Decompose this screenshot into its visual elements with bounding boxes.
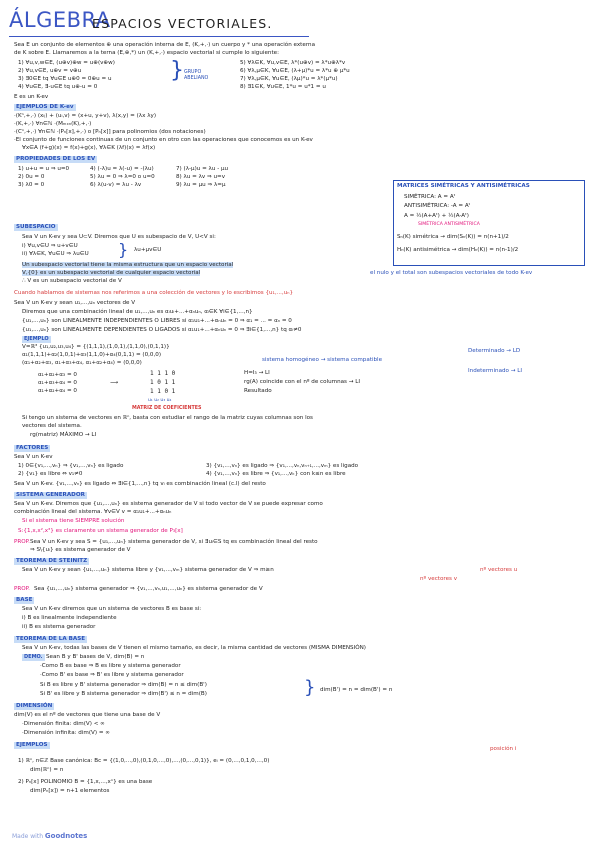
example-label: EJEMPLO xyxy=(24,336,49,342)
system-eq-3: α₁+α₂+α₄ = 0 xyxy=(38,388,77,394)
example-line-4: ·El conjunto de funciones continuas de un conjunto en otro con las operaciones que conocemos es un K-ev xyxy=(14,137,313,143)
prop-7: 7) (λ-μ)u = λu - μu xyxy=(176,166,229,172)
demo-conclusion: dim(B') = n = dim(B') = n xyxy=(320,687,393,693)
sym-line-1: SIMÉTRICA: A = Aᵗ xyxy=(404,194,456,200)
sym-line-3: A = ½(A+Aᵗ) + ½(A-Aᵗ) xyxy=(404,213,469,219)
example-line-2: ·(K,+,·) ∀n∈ℕ ·(Mₘₓₙ(K),+,·) xyxy=(14,121,92,127)
matrix-label: MATRIZ DE COEFICIENTES xyxy=(132,406,202,411)
base-line-1: Sea V un K-ev diremos que un sistema de vectores B es base si: xyxy=(22,606,202,612)
coef-matrix-row-2: 1 0 1 1 xyxy=(150,379,176,386)
sym-line-5: Sₙ(K) simétrica → dim(Sₙ(K)) = n(n+1)/2 xyxy=(397,234,509,240)
generator-prop-label: PROP. xyxy=(14,539,30,545)
subspace-line-1: Sea V un K-ev y sea U⊂V. Diremos que U es subespacio de V, U<V si: xyxy=(22,234,216,240)
example-line-a: V=ℝ³ {u₁,u₂,u₃,u₄} = {(1,1,1),(1,0,1),(1,1,0),(0,1,1)} xyxy=(22,344,170,350)
subspace-line-4: λu+μv∈U xyxy=(134,247,162,253)
h-line-2: rg(A) coincide con el nº de columnas → LI xyxy=(244,379,360,385)
generator-prop-1: Sea V un K-ev y sea S = {u₁,...,uₙ} sistema generador de V, si ∃uᵢ∈S tq es combinación lineal del resto xyxy=(30,539,318,545)
rank-max: rg(matriz) MÁXIMO → LI xyxy=(30,432,97,438)
steinitz-line: Sea V un K-ev y sean {u₁,...,uₙ} sistema libre y {v₁,...,vₘ} sistema generador de V ⇒ m≥n xyxy=(22,567,274,573)
h-line-3: Resultado xyxy=(244,388,272,394)
rank-text-1: Si tengo un sistema de vectores en ℝⁿ, basta con estudiar el rango de la matriz cuyas columnas son los xyxy=(22,415,313,421)
generator-prop-2: ⇒ S\{uᵢ} es sistema generador de V xyxy=(30,547,131,553)
demo-label: DEMO. xyxy=(24,654,43,660)
subspace-note-2-text: V,{0} es un subespacio vectorial de cualquier espacio vectorial xyxy=(22,270,201,276)
factor-1: 1) 0∈{v₁,...,vₙ} ⇒ {v₁,...,vₙ} es ligado xyxy=(18,463,124,469)
title-underline xyxy=(9,36,309,37)
generator-pink-2: S:{1,x,x²,x³} es claramente un sistema generador de P₃[x] xyxy=(18,528,183,534)
prop-4: 4) (-λ)u = λ(-u) = -(λu) xyxy=(90,166,154,172)
subspace-brace: } xyxy=(118,240,129,259)
prop-3: 3) λ0 = 0 xyxy=(18,182,45,188)
steinitz-heading: TEOREMA DE STEINITZ xyxy=(16,558,88,564)
axiom-5: 5) ∀λ∈K, ∀u,v∈E, λ*(u⊕v) = λ*u⊕λ*v xyxy=(240,60,346,66)
generator-heading: SISTEMA GENERADOR xyxy=(16,492,85,498)
linear-line-1: Sea V un K-ev y sean u₁,...,uₙ vectores de V xyxy=(14,300,136,306)
example-line-c: (α₁+α₂+α₃, α₁+α₃+α₄, α₁+α₂+α₄) = (0,0,0) xyxy=(22,360,142,366)
subspace-note-1-text: Un subespacio vectorial tiene la misma estructura que un espacio vectorial xyxy=(22,262,234,268)
generator-line-2: combinación lineal del sistema. ∀v∈V v = α₁u₁+...+αₙuₙ xyxy=(14,509,172,515)
dimension-line-1: dim(V) es el nº de vectores que tiene una base de V xyxy=(14,712,161,718)
examples2-heading: EJEMPLOS xyxy=(16,742,48,748)
examples2-line-4: dim(Pₙ[x]) = n+1 elementos xyxy=(30,788,110,794)
demo-line-4: Si B es libre y B' sistema generador ⇒ dim(B) = n ≤ dim(B') xyxy=(40,682,207,688)
examples2-line-2: dim(ℝⁿ) = n xyxy=(30,767,64,773)
sym-box-title: MATRICES SIMÉTRICAS Y ANTISIMÉTRICAS xyxy=(397,183,530,189)
sym-line-4: SIMÉTRICA ANTISIMÉTRICA xyxy=(418,222,480,227)
dimension-heading: DIMENSIÓN xyxy=(16,703,53,709)
h-line-1: H=I₃ → LI xyxy=(244,370,270,376)
steinitz-prop-label: PROP. xyxy=(14,586,30,592)
factors-heading: FACTORES xyxy=(16,445,49,451)
coef-matrix-row-3: 1 1 0 1 xyxy=(150,388,176,395)
intro-line-1: Sea E un conjunto de elementos ⊕ una operación interna de E, (K,+,·) un cuerpo y * una operación externa xyxy=(14,42,315,48)
example-line-1: ·(Kⁿ,+,·) (xᵢⱼ) + (uᵢ,v) = (x+u, y+v), λ(x,y) = (λx λy) xyxy=(14,113,157,119)
factor-2: 2) {v₁} es libre ⇔ v₁≠0 xyxy=(18,471,83,477)
subspace-note-2b: el nulo y el total son subespacios vectoriales de todo K-ev xyxy=(370,270,533,276)
sym-line-6: Hₙ(K) antisimétrica → dim(Hₙ(K)) = n(n-1)/2 xyxy=(397,247,519,253)
prop-6: 6) λ(u-v) = λu - λv xyxy=(90,182,142,188)
system-eq-1: α₁+α₂+α₃ = 0 xyxy=(38,372,77,378)
subspace-note-1 xyxy=(22,262,233,269)
steinitz-note: nº vectores u xyxy=(480,567,518,573)
group-label: GRUPO ABELIANO xyxy=(184,70,209,81)
homogeneous-note: sistema homogéneo → sistema compatible xyxy=(262,357,383,363)
determined-note: Determinado → LD xyxy=(468,348,521,354)
examples2-line-3: 2) Pₙ[x] POLINOMIO B = {1,x,...,xⁿ} es una base xyxy=(18,779,153,785)
prop-2: 2) 0u = 0 xyxy=(18,174,45,180)
dimension-line-3: ·Dimensión infinita: dim(V) = ∞ xyxy=(22,730,110,736)
generator-line-1: Sea V un K-ev. Diremos que {u₁,...,uₙ} es sistema generador de V si todo vector de V se puede expresar como xyxy=(14,501,323,507)
base-line-2: i) B es linealmente independiente xyxy=(22,615,117,621)
steinitz-prop-line: Sea {u₁,...,uₙ} sistema generador ⇒ {v₁,...,vₙ,u₁,...,uₙ} es sistema generador de V xyxy=(34,586,263,592)
example-line-3: ·(Cⁿ,+,·) ∀n∈ℕ ·(Pₙ[x],+,·) o [Pₙ[x]] para polinomios (dos notaciones) xyxy=(14,129,206,135)
examples2-line-1: 1) ℝⁿ, n∈ℤ Base canónica: Bc = {(1,0,...,0),(0,1,0,...,0),...,(0,...,0,1)}, eᵢ = (0,...,0,1,0,...,0) xyxy=(18,758,270,764)
subspace-heading: SUBESPACIO xyxy=(16,224,56,230)
base-heading: BASE xyxy=(16,597,33,603)
subspace-line-2: i) ∀u,v∈U ⇒ u+v∈U xyxy=(22,243,78,249)
axiom-3: 3) ∃0∈E tq ∀u∈E u⊕0 = 0⊕u = u xyxy=(18,76,112,82)
steinitz-note-2: nº vectores v xyxy=(420,576,458,582)
subspace-line-3: ii) ∀λ∈K, ∀u∈U ⇒ λu∈U xyxy=(22,251,89,257)
base-line-3: ii) B es sistema generador xyxy=(22,624,96,630)
page-subtitle: ESPACIOS VECTORIALES. xyxy=(92,16,273,31)
footer xyxy=(12,832,87,840)
prop-5: 5) λu = 0 ⇒ λ=0 o u=0 xyxy=(90,174,155,180)
coef-matrix-row-1: 1 1 1 0 xyxy=(150,370,176,377)
linear-line-3: {u₁,...,uₙ} son LINEALMENTE INDEPENDIENTES O LIBRES si α₁u₁+...+αₙuₙ = 0 ⇒ α₁ = ... = αₙ = 0 xyxy=(22,318,292,324)
systems-red-note: Cuando hablamos de sistemas nos referimos a una colección de vectores y lo escribimos {u₁,...,uₙ} xyxy=(14,290,294,296)
linear-line-2: Diremos que una combinación lineal de u₁,...,uₙ es αᵢuᵢ+...+αₙuₙ, αᵢ∈K ∀i∈{1,...,n} xyxy=(22,309,253,315)
subspace-note-3: ∴ V es un subespacio vectorial de V xyxy=(22,278,122,284)
factor-4: 4) {v₁,...,vₙ} es libre ⇒ {v₁,...,vₖ} con k≤n es libre xyxy=(206,471,346,477)
indetermined-note: Indeterminado → LI xyxy=(468,368,522,374)
page-title: ÁLGEBRA xyxy=(9,8,111,32)
matrix-cols: u₁ u₂ u₃ u₄ xyxy=(148,398,172,403)
demo-line-3: ·Como B' es base ⇒ B' es libre y sistema generador xyxy=(40,672,184,678)
base-theorem-heading: TEOREMA DE LA BASE xyxy=(16,636,86,642)
base-theorem-line: Sea V un K-ev, todas las bases de V tienen el mismo tamaño, es decir, la misma cantidad de vectores (MISMA DIMENSIÓN) xyxy=(22,645,366,651)
axiom-7: 7) ∀λ,μ∈K, ∀u∈E, (λμ)*u = λ*(μ*u) xyxy=(240,76,338,82)
demo-line-1: Sean B y B' bases de V, dim(B) = n xyxy=(46,654,145,660)
linear-line-4: {u₁,...,uₙ} son LINEALMENTE DEPENDIENTES O LIGADOS si α₁u₁+...+αₙuₙ = 0 ⇒ ∃i∈{1,...,n} tq αᵢ≠0 xyxy=(22,327,302,333)
system-eq-2: α₁+α₃+α₄ = 0 xyxy=(38,380,77,386)
axiom-8: 8) ∃1∈K, ∀u∈E, 1*u = u*1 = u xyxy=(240,84,326,90)
demo-line-5: Si B' es libre y B sistema generador ⇒ dim(B') ≤ n = dim(B) xyxy=(40,691,207,697)
footer-made-with: Made with xyxy=(12,833,43,840)
examples-heading: EJEMPLOS DE K-ev xyxy=(16,104,74,110)
sym-line-2: ANTISIMÉTRICA: -A = Aᵗ xyxy=(404,203,471,209)
factors-line-2: Sea V un K-ev. {v₁,...,vₙ} es ligado ⇔ ∃i∈{1,...,n} tq vᵢ es combinación lineal (c.l) del resto xyxy=(14,481,266,487)
demo-line-2: ·Como B es base ⇒ B es libre y sistema generador xyxy=(40,663,181,669)
intro-line-2: de K sobre E. Llamaremos a la terna (E,⊕,*) un (K,+,·) espacio vectorial si cumple lo siguiente: xyxy=(14,50,279,56)
example-line-b: α₁(1,1,1)+α₂(1,0,1)+α₃(1,1,0)+α₄(0,1,1) = (0,0,0) xyxy=(22,352,162,358)
factor-3: 3) {v₁,...,vₙ} es ligado ⇒ {v₁,...,vₙ,vₙ₊₁,...,vₘ} es ligado xyxy=(206,463,359,469)
rank-text-2: vectores del sistema. xyxy=(22,423,82,429)
generator-pink-1: Si el sistema tiene SIEMPRE solución xyxy=(22,518,125,524)
prop-9: 9) λu = μu ⇒ λ=μ xyxy=(176,182,226,188)
example-line-5: ∀x∈A (f+g)(x) = f(x)+g(x), ∀λ∈K (λf)(x) = λf(x) xyxy=(22,145,156,151)
subspace-note-2 xyxy=(22,270,200,277)
prop-8: 8) λu = λv ⇒ u=v xyxy=(176,174,226,180)
intro-conclusion: E es un K-ev xyxy=(14,94,49,100)
axiom-4: 4) ∀u∈E, ∃-u∈E tq u⊕-u = 0 xyxy=(18,84,98,90)
axiom-brace: } xyxy=(170,58,184,83)
axiom-1: 1) ∀u,v,w∈E, (u⊕v)⊕w = u⊕(v⊕w) xyxy=(18,60,115,66)
axiom-2: 2) ∀u,v∈E, u⊕v = v⊕u xyxy=(18,68,82,74)
position-note: posición i xyxy=(490,746,517,752)
system-arrow: ⟶ xyxy=(110,380,119,386)
demo-brace: } xyxy=(304,677,316,698)
prop-1: 1) u+u = u ⇒ u=0 xyxy=(18,166,70,172)
dimension-line-2: ·Dimensión finita: dim(V) < ∞ xyxy=(22,721,105,727)
axiom-6: 6) ∀λ,μ∈K, ∀u∈E, (λ+μ)*u = λ*u ⊕ μ*u xyxy=(240,68,350,74)
factors-line: Sea V un K-ev xyxy=(14,454,53,460)
properties-heading: PROPIEDADES DE LOS EV xyxy=(16,156,96,162)
footer-app: Goodnotes xyxy=(44,832,88,840)
